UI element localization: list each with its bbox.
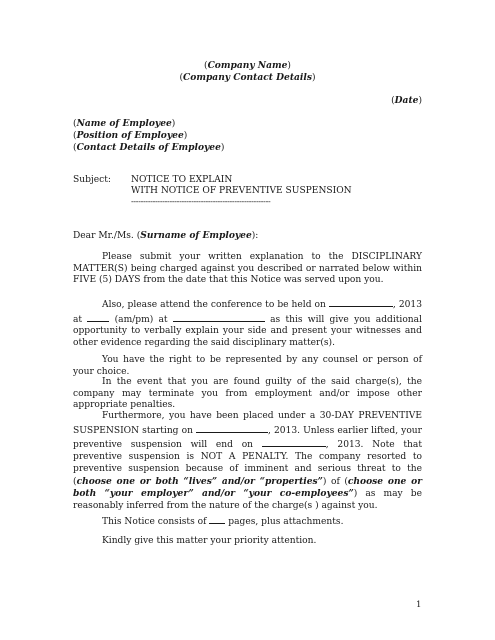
company-name: (Company Name) [204,60,291,71]
employee-name-text: Name of Employee [76,118,172,129]
p5-text-e: ) of ( [322,476,348,487]
letter-date: (Date) [391,95,422,106]
paragraph-representation: You have the right to be represented by any counsel or person of your choice. [73,355,422,377]
conference-venue-blank [173,312,265,322]
paragraph-page-count [73,514,422,529]
p5-employer-employees: choose one or both “your employer” and/or “your co-employees” [73,475,422,500]
p2-text-d: as this will give you additional opportunity to verbally explain your side and present your witnesses and other evidence regarding the said disciplinary matter(s). [73,314,422,349]
p5-text-b: , 2013. Unless earlier lifted, your preventive suspension will end on [73,425,422,451]
company-contact: (Company Contact Details) [179,72,316,83]
salutation-surname: Surname of Employee [140,230,252,241]
company-name-text: Company Name [207,60,288,71]
p2-text-a: Also, please attend the conference to be held on [102,300,329,310]
paragraph-conference [73,297,422,350]
paragraph-explanation: Please submit your written explanation to the DISCIPLINARY MATTER(S) being charged against you described or narrated below within FIVE (5) DAYS from the date that this Notice was served upon you. [73,252,422,286]
page-number: 1 [416,600,422,610]
p2-text-c: (am/pm) at [109,314,173,325]
salutation-suffix: ): [251,231,259,241]
paragraph-penalties: In the event that you are found guilty of the said charge(s), the company may terminate you from employment and/or impose other appropriate penalties. [73,377,422,411]
date-text: Date [394,95,419,106]
subject-line-2: WITH NOTICE OF PREVENTIVE SUSPENSION [131,186,352,196]
employee-name: (Name of Employee) [73,118,176,129]
company-contact-text: Company Contact Details [183,72,312,83]
p5-text-c: , 2013. Note that preventive suspension is NOT A PENALTY. The company resorted to preventive suspension because of imminent and serious threat to the ( [73,440,422,487]
p5-lives-properties: choose one or both “lives” and/or “properties” [76,475,323,487]
employee-contact: (Contact Details of Employee) [73,142,225,153]
paragraph-suspension [73,411,422,513]
p5-text-a: Furthermore, you have been placed under a 30-DAY PREVENTIVE SUSPENSION starting on [73,411,422,436]
paragraph-priority: Kindly give this matter your priority attention. [102,536,317,546]
employee-position-text: Position of Employee [76,130,184,141]
p5-text-g: ) as may be reasonably inferred from the nature of the charge(s ) against you. [73,489,422,511]
conference-time-blank [87,312,109,322]
conference-date-blank [329,297,393,307]
suspension-start-blank [196,423,268,433]
suspension-end-blank [262,437,326,447]
salutation-prefix: Dear Mr./Ms. ( [73,231,141,241]
p2-text-b: , 2013 at [73,300,422,325]
subject-label: Subject: [73,175,111,185]
subject-rule: ---------------------------------------------------------- [131,197,271,206]
page-count-blank [209,514,225,524]
subject-line-1: NOTICE TO EXPLAIN [131,175,233,185]
p6-text-b: pages, plus attachments. [225,517,344,527]
salutation [73,230,258,243]
p6-text-a: This Notice consists of [102,517,210,527]
employee-contact-text: Contact Details of Employee [76,142,221,153]
employee-position: (Position of Employee) [73,130,188,141]
